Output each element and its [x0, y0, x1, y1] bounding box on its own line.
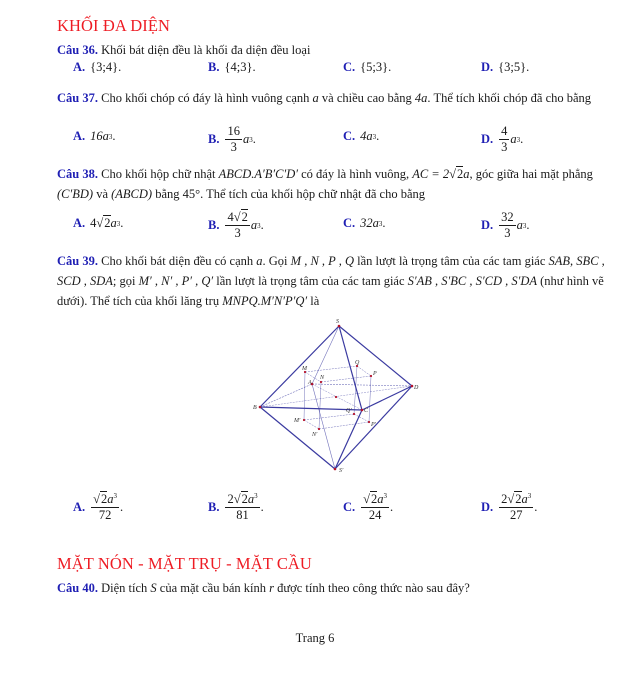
fraction	[499, 125, 509, 154]
option-b[interactable]: B. $\frac{16}{3}$ a 3 .	[208, 124, 256, 155]
option-b[interactable]: B. $\frac{4√2}{3}$ a 3 .	[208, 210, 264, 241]
option-label: B.	[208, 60, 220, 74]
option-label: C.	[343, 129, 356, 143]
exponent: 3	[113, 492, 118, 500]
fraction	[499, 493, 533, 522]
edge-ad	[312, 384, 412, 386]
sqrt: √2	[93, 492, 108, 507]
math-expr: (ABCD)	[111, 187, 153, 201]
option-value: {3;4}.	[90, 60, 122, 74]
fraction	[225, 493, 259, 522]
option-label: C.	[343, 216, 356, 230]
option-label: C.	[343, 500, 356, 515]
math-var: a	[250, 218, 258, 233]
denominator: 3	[501, 140, 508, 155]
question-text: và	[96, 187, 108, 201]
option-value: {5;3}.	[360, 60, 392, 74]
section-title-mat-non-tru-cau: MẶT NÓN - MẶT TRỤ - MẶT CẦU	[57, 554, 312, 573]
option-label: D.	[481, 500, 494, 515]
fraction	[91, 493, 119, 522]
option-c[interactable]: C. 32a 3 .	[343, 216, 386, 230]
option-label: C.	[343, 60, 356, 74]
question-text: Khối bát diện đều là khối đa diện đều loại	[101, 43, 311, 57]
denominator: 24	[368, 508, 382, 523]
label-a: A	[308, 380, 312, 386]
fraction	[225, 211, 249, 240]
exponent: 3	[527, 492, 532, 500]
page-number: Trang 6	[295, 631, 335, 645]
math-var: a	[516, 218, 523, 233]
section-title-khoi-da-dien: KHỐI ĐA DIỆN	[57, 16, 171, 35]
math-expr: SAB, SBC , SCD , SDA	[57, 254, 605, 288]
label-n: N	[320, 375, 325, 381]
denominator: 27	[509, 508, 523, 523]
option-label: D.	[481, 132, 494, 147]
option-value: 4a	[360, 129, 373, 143]
option-c[interactable]	[343, 60, 391, 75]
option-b[interactable]: B. $\frac{2√2a^3}{81}$ .	[208, 492, 264, 523]
label-q: Q	[355, 360, 360, 366]
option-label: A.	[73, 129, 86, 143]
question-text: có đáy là hình vuông,	[301, 167, 410, 181]
math-expr: ABCD.A′B′C′D′	[218, 167, 298, 181]
label-q-prime: Q′	[346, 408, 352, 414]
math-var: a	[312, 91, 319, 105]
radicand: 2	[371, 492, 378, 507]
math-var: a	[377, 492, 384, 507]
label-p: P	[373, 371, 377, 377]
question-38	[57, 164, 605, 204]
label-c: C	[364, 408, 369, 414]
question-text: lần lượt là trọng tâm của các tam giác	[357, 254, 546, 268]
exponent: 3	[383, 492, 388, 500]
question-text: (như hình vẽ dưới). Thể tích của khối lăng trụ	[57, 274, 604, 308]
question-37	[57, 88, 605, 108]
edge-s2c	[335, 410, 362, 469]
option-label: B.	[208, 218, 220, 233]
option-d[interactable]: D. $\frac{32}{3}$ a 3 .	[481, 210, 530, 241]
coefficient: 2	[227, 492, 234, 507]
exponent: 3	[108, 132, 113, 141]
math-var: a	[110, 216, 117, 230]
radicand: 2	[101, 492, 108, 507]
question-text: của mặt cầu bán kính	[159, 581, 266, 595]
question-text: và chiều cao bằng	[321, 91, 412, 105]
math-expr: 4a	[414, 91, 428, 105]
question-label: Câu 38.	[57, 167, 98, 181]
math-var: a	[242, 132, 250, 147]
exponent: 3	[516, 135, 521, 144]
question-text: Cho khối hộp chữ nhật	[101, 167, 216, 181]
question-36	[57, 40, 605, 60]
sqrt: √2	[449, 167, 464, 181]
sqrt: √2	[507, 492, 522, 507]
option-a[interactable]: A. 4 √2 a 3 .	[73, 216, 124, 230]
math-expr: MNPQ.M′N′P′Q′	[222, 294, 308, 308]
label-s: S	[336, 319, 339, 325]
question-text: Cho khối bát diện đều có cạnh	[101, 254, 254, 268]
radicand: 2	[241, 210, 248, 224]
option-label: B.	[208, 132, 220, 147]
edge-s2a	[312, 384, 335, 469]
radicand: 2	[457, 167, 464, 181]
numerator	[225, 493, 259, 508]
coefficient: 4	[227, 210, 234, 224]
math-expr: M , N , P , Q	[290, 254, 354, 268]
question-label: Câu 36.	[57, 43, 98, 57]
numerator	[225, 211, 249, 226]
option-label: D.	[481, 60, 494, 74]
options-36	[73, 60, 613, 90]
math-expr: AC = 2	[412, 167, 450, 181]
question-text: được tính theo công thức nào sau đây?	[277, 581, 470, 595]
radicand: 2	[515, 492, 522, 507]
question-text: ; gọi	[112, 274, 136, 288]
option-label: B.	[208, 500, 220, 515]
math-var: a	[510, 132, 517, 147]
figure-points	[259, 325, 414, 471]
edge-sc	[339, 326, 362, 410]
math-var: r	[269, 581, 274, 595]
exponent: 3	[522, 221, 527, 230]
math-var: a	[247, 492, 255, 507]
question-label: Câu 37.	[57, 91, 98, 105]
numerator: 16	[225, 125, 242, 140]
label-b: B	[253, 405, 257, 411]
radicand: 2	[241, 492, 248, 507]
fraction	[225, 125, 242, 154]
question-label: Câu 40.	[57, 581, 98, 595]
question-text: , góc giữa hai mặt phẳng	[469, 167, 593, 181]
label-n-prime: N′	[312, 432, 318, 438]
math-var: a	[107, 492, 114, 507]
octahedron-diagram	[250, 312, 430, 480]
label-d: D	[414, 385, 419, 391]
math-var: a	[256, 254, 263, 268]
denominator: 3	[234, 226, 241, 241]
options-38	[73, 211, 613, 241]
option-d[interactable]: D. $\frac{4}{3}$ a 3 .	[481, 124, 524, 155]
options-39	[73, 493, 613, 523]
options-37	[73, 125, 613, 155]
option-value: {4;3}.	[224, 60, 256, 74]
math-expr: M′ , N′ , P′ , Q′	[138, 274, 214, 288]
edge-sd	[339, 326, 412, 386]
math-expr: S′AB , S′BC , S′CD , S′DA	[407, 274, 537, 288]
denominator: 3	[504, 226, 511, 241]
question-text: là	[310, 294, 320, 308]
option-label: D.	[481, 218, 494, 233]
question-text: bằng 45°. Thể tích của khối hộp chữ nhật đã cho bằng	[155, 187, 426, 201]
math-var: a	[463, 167, 470, 181]
option-value: {3;5}.	[498, 60, 530, 74]
edge-s2b	[260, 407, 335, 469]
question-text: Diện tích	[101, 581, 148, 595]
sqrt: √2	[233, 492, 248, 507]
denominator: 81	[236, 508, 249, 523]
option-label: A.	[73, 500, 86, 515]
label-m-prime: M′	[294, 418, 301, 424]
exponent: 3	[249, 135, 253, 144]
denominator: 72	[98, 508, 112, 523]
numerator: 32	[499, 211, 516, 226]
exponent: 3	[116, 219, 121, 228]
option-d[interactable]: D. $\frac{2√2a^3}{27}$ .	[481, 492, 538, 523]
numerator: 4	[499, 125, 509, 140]
denominator: 3	[230, 140, 237, 155]
coefficient: 4	[90, 216, 97, 230]
math-expr: (C′BD)	[57, 187, 94, 201]
label-s-prime: S′	[339, 468, 344, 474]
exponent: 3	[372, 132, 377, 141]
sqrt: √2	[363, 492, 378, 507]
exponent: 3	[378, 219, 383, 228]
option-value: 16a	[90, 129, 109, 143]
question-label: Câu 39.	[57, 254, 98, 268]
numerator	[91, 493, 119, 508]
question-40	[57, 578, 605, 598]
coefficient: 2	[501, 492, 508, 507]
numerator	[361, 493, 389, 508]
sqrt: √2	[233, 210, 248, 224]
option-value: 32a	[360, 216, 379, 230]
question-39	[57, 251, 605, 311]
question-text: Cho khối chóp có đáy là hình vuông cạnh	[101, 91, 310, 105]
fraction	[499, 211, 516, 240]
question-text: . Gọi	[262, 254, 288, 268]
math-var: a	[521, 492, 528, 507]
exponent: 3	[254, 492, 258, 500]
edge-sa	[312, 326, 339, 384]
math-var: S	[150, 581, 157, 595]
fraction	[361, 493, 389, 522]
edge-sb	[260, 326, 339, 407]
question-text: . Thể tích khối chóp đã cho bằng	[427, 91, 592, 105]
option-a[interactable]: A. $\frac{√2a^3}{72}$ .	[73, 492, 124, 523]
exponent: 3	[257, 221, 261, 230]
question-text: lần lượt là trọng tâm của các tam giác	[216, 274, 405, 288]
radicand: 2	[104, 216, 111, 230]
option-a[interactable]	[73, 60, 121, 75]
option-label: A.	[73, 60, 86, 74]
octahedron-figure	[250, 312, 430, 480]
option-label: A.	[73, 216, 86, 230]
option-c[interactable]: C. $\frac{√2a^3}{24}$ .	[343, 492, 394, 523]
option-b[interactable]	[208, 60, 256, 75]
option-d[interactable]	[481, 60, 529, 75]
numerator	[499, 493, 533, 508]
sqrt: √2	[96, 216, 111, 230]
option-a[interactable]: A. 16a 3 .	[73, 129, 116, 143]
label-m: M	[302, 366, 307, 372]
option-c[interactable]: C. 4a 3 .	[343, 129, 380, 143]
label-p-prime: P′	[371, 422, 376, 428]
